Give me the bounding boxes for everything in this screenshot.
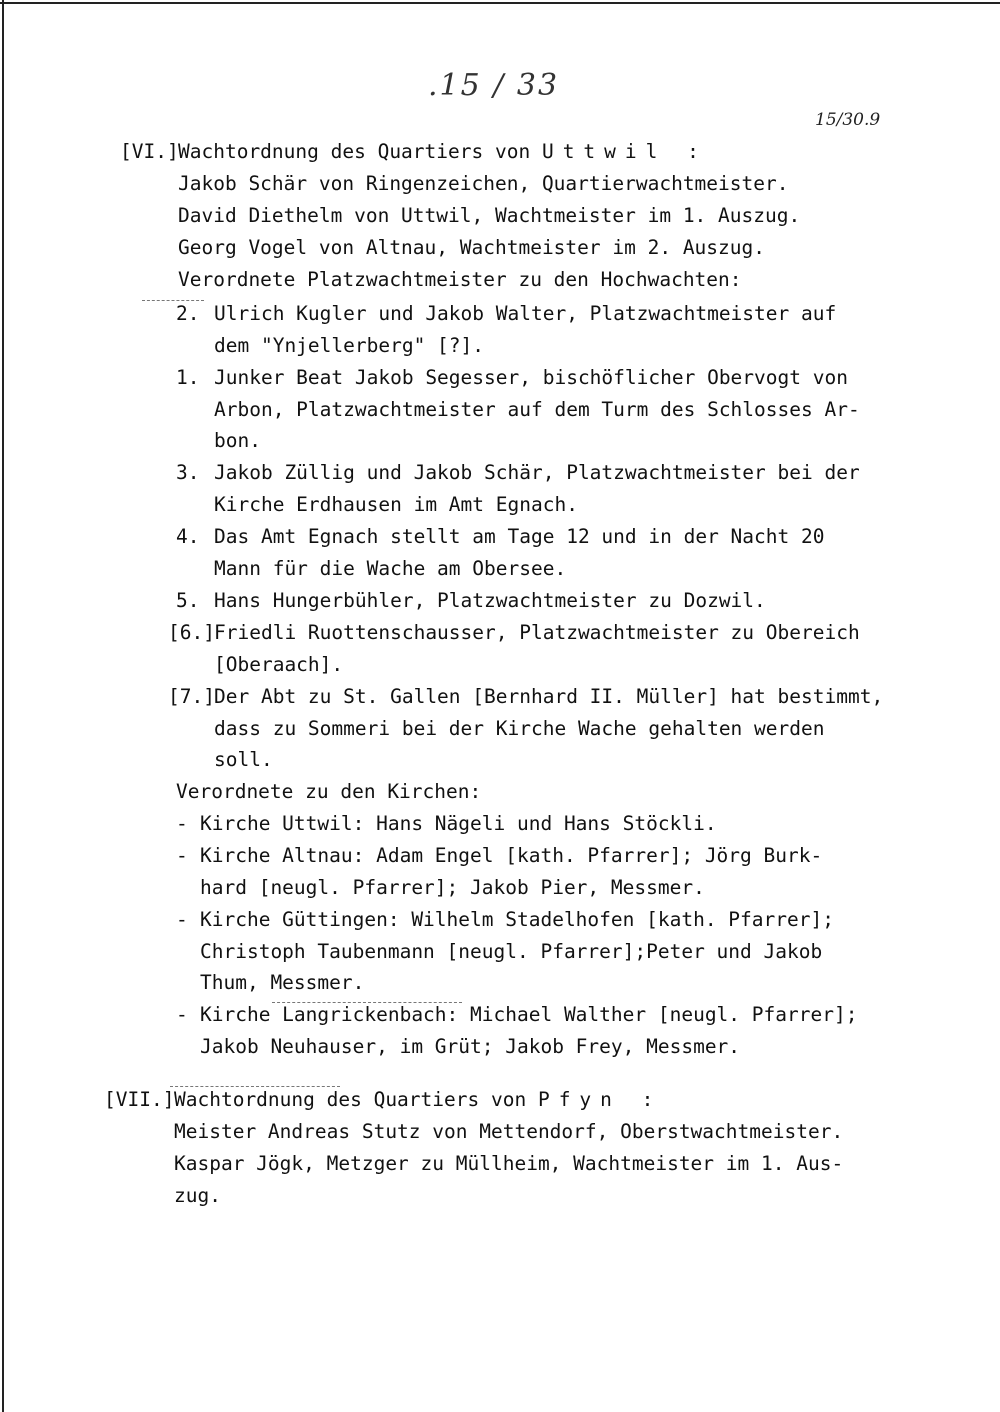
- church-2-dash: -: [176, 844, 188, 867]
- section-7-line-3: zug.: [174, 1184, 221, 1207]
- church-1-line-1: Kirche Uttwil: Hans Nägeli und Hans Stöckli.: [200, 812, 717, 835]
- item-4-line-2: Mann für die Wache am Obersee.: [214, 557, 567, 580]
- archive-reference: 15/30.9: [815, 110, 881, 130]
- scan-border-left: [2, 0, 4, 1412]
- section-6-heading-place: Uttwil :: [541, 140, 708, 163]
- churches-heading: Verordnete zu den Kirchen:: [176, 780, 482, 803]
- section-6-line-4: Verordnete Platzwachtmeister zu den Hochwachten:: [178, 268, 742, 291]
- item-4-number: 4.: [176, 525, 200, 548]
- item-3-line-1: Jakob Züllig und Jakob Schär, Platzwachtmeister bei der: [214, 461, 860, 484]
- item-6-number: [6.]: [168, 621, 215, 644]
- section-6-heading: [178, 136, 708, 168]
- church-4-dash: -: [176, 1003, 188, 1026]
- church-1-dash: -: [176, 812, 188, 835]
- church-3-line-3: Thum, Messmer.: [200, 971, 365, 994]
- item-3-number: 3.: [176, 461, 200, 484]
- section-6-line-3: Georg Vogel von Altnau, Wachtmeister im 2. Auszug.: [178, 236, 765, 259]
- item-1-line-1: Junker Beat Jakob Segesser, bischöflicher Obervogt von: [214, 366, 848, 389]
- item-6-line-1: Friedli Ruottenschausser, Platzwachtmeister zu Obereich: [214, 621, 860, 644]
- section-7-heading-place: Pfyn :: [537, 1088, 663, 1111]
- item-1-number: 1.: [176, 366, 200, 389]
- church-2-line-1: Kirche Altnau: Adam Engel [kath. Pfarrer]; Jörg Burk-: [200, 844, 823, 867]
- church-3-line-2: Christoph Taubenmann [neugl. Pfarrer];Peter und Jakob: [200, 940, 823, 963]
- item-6-line-2: [Oberaach].: [214, 653, 344, 676]
- section-7-heading: [174, 1084, 662, 1116]
- item-7-line-2: dass zu Sommeri bei der Kirche Wache gehalten werden: [214, 717, 825, 740]
- item-7-number: [7.]: [168, 685, 215, 708]
- item-4-line-1: Das Amt Egnach stellt am Tage 12 und in der Nacht 20: [214, 525, 825, 548]
- item-1-line-3: bon.: [214, 429, 261, 452]
- section-6-label: [VI.]: [120, 140, 179, 163]
- item-2-number: 2.: [176, 302, 200, 325]
- section-6-line-2: David Diethelm von Uttwil, Wachtmeister im 1. Auszug.: [178, 204, 801, 227]
- church-2-line-2: hard [neugl. Pfarrer]; Jakob Pier, Messmer.: [200, 876, 705, 899]
- item-3-line-2: Kirche Erdhausen im Amt Egnach.: [214, 493, 578, 516]
- section-7-line-1: Meister Andreas Stutz von Mettendorf, Oberstwachtmeister.: [174, 1120, 844, 1143]
- handwritten-page-number: .15 / 33: [428, 68, 560, 103]
- section-6-line-1: Jakob Schär von Ringenzeichen, Quartierwachtmeister.: [178, 172, 789, 195]
- item-1-line-2: Arbon, Platzwachtmeister auf dem Turm des Schlosses Ar-: [214, 398, 860, 421]
- item-2-line-2: dem "Ynjellerberg" [?].: [214, 334, 485, 357]
- item-7-line-1: Der Abt zu St. Gallen [Bernhard II. Müller] hat bestimmt,: [214, 685, 884, 708]
- church-3-dash: -: [176, 908, 188, 931]
- section-7-line-2: Kaspar Jögk, Metzger zu Müllheim, Wachtmeister im 1. Aus-: [174, 1152, 844, 1175]
- item-7-line-3: soll.: [214, 748, 273, 771]
- section-7-heading-prefix: Wachtordnung des Quartiers von: [174, 1088, 538, 1111]
- scan-border-top: [0, 2, 1000, 4]
- item-5-number: 5.: [176, 589, 200, 612]
- church-3-line-1: Kirche Güttingen: Wilhelm Stadelhofen [kath. Pfarrer];: [200, 908, 834, 931]
- item-2-line-1: Ulrich Kugler und Jakob Walter, Platzwachtmeister auf: [214, 302, 837, 325]
- item-5-line-1: Hans Hungerbühler, Platzwachtmeister zu Dozwil.: [214, 589, 766, 612]
- church-4-line-1: Kirche Langrickenbach: Michael Walther [neugl. Pfarrer];: [200, 1003, 858, 1026]
- section-6-heading-prefix: Wachtordnung des Quartiers von: [178, 140, 542, 163]
- church-4-line-2: Jakob Neuhauser, im Grüt; Jakob Frey, Messmer.: [200, 1035, 741, 1058]
- section-7-label: [VII.]: [104, 1088, 175, 1111]
